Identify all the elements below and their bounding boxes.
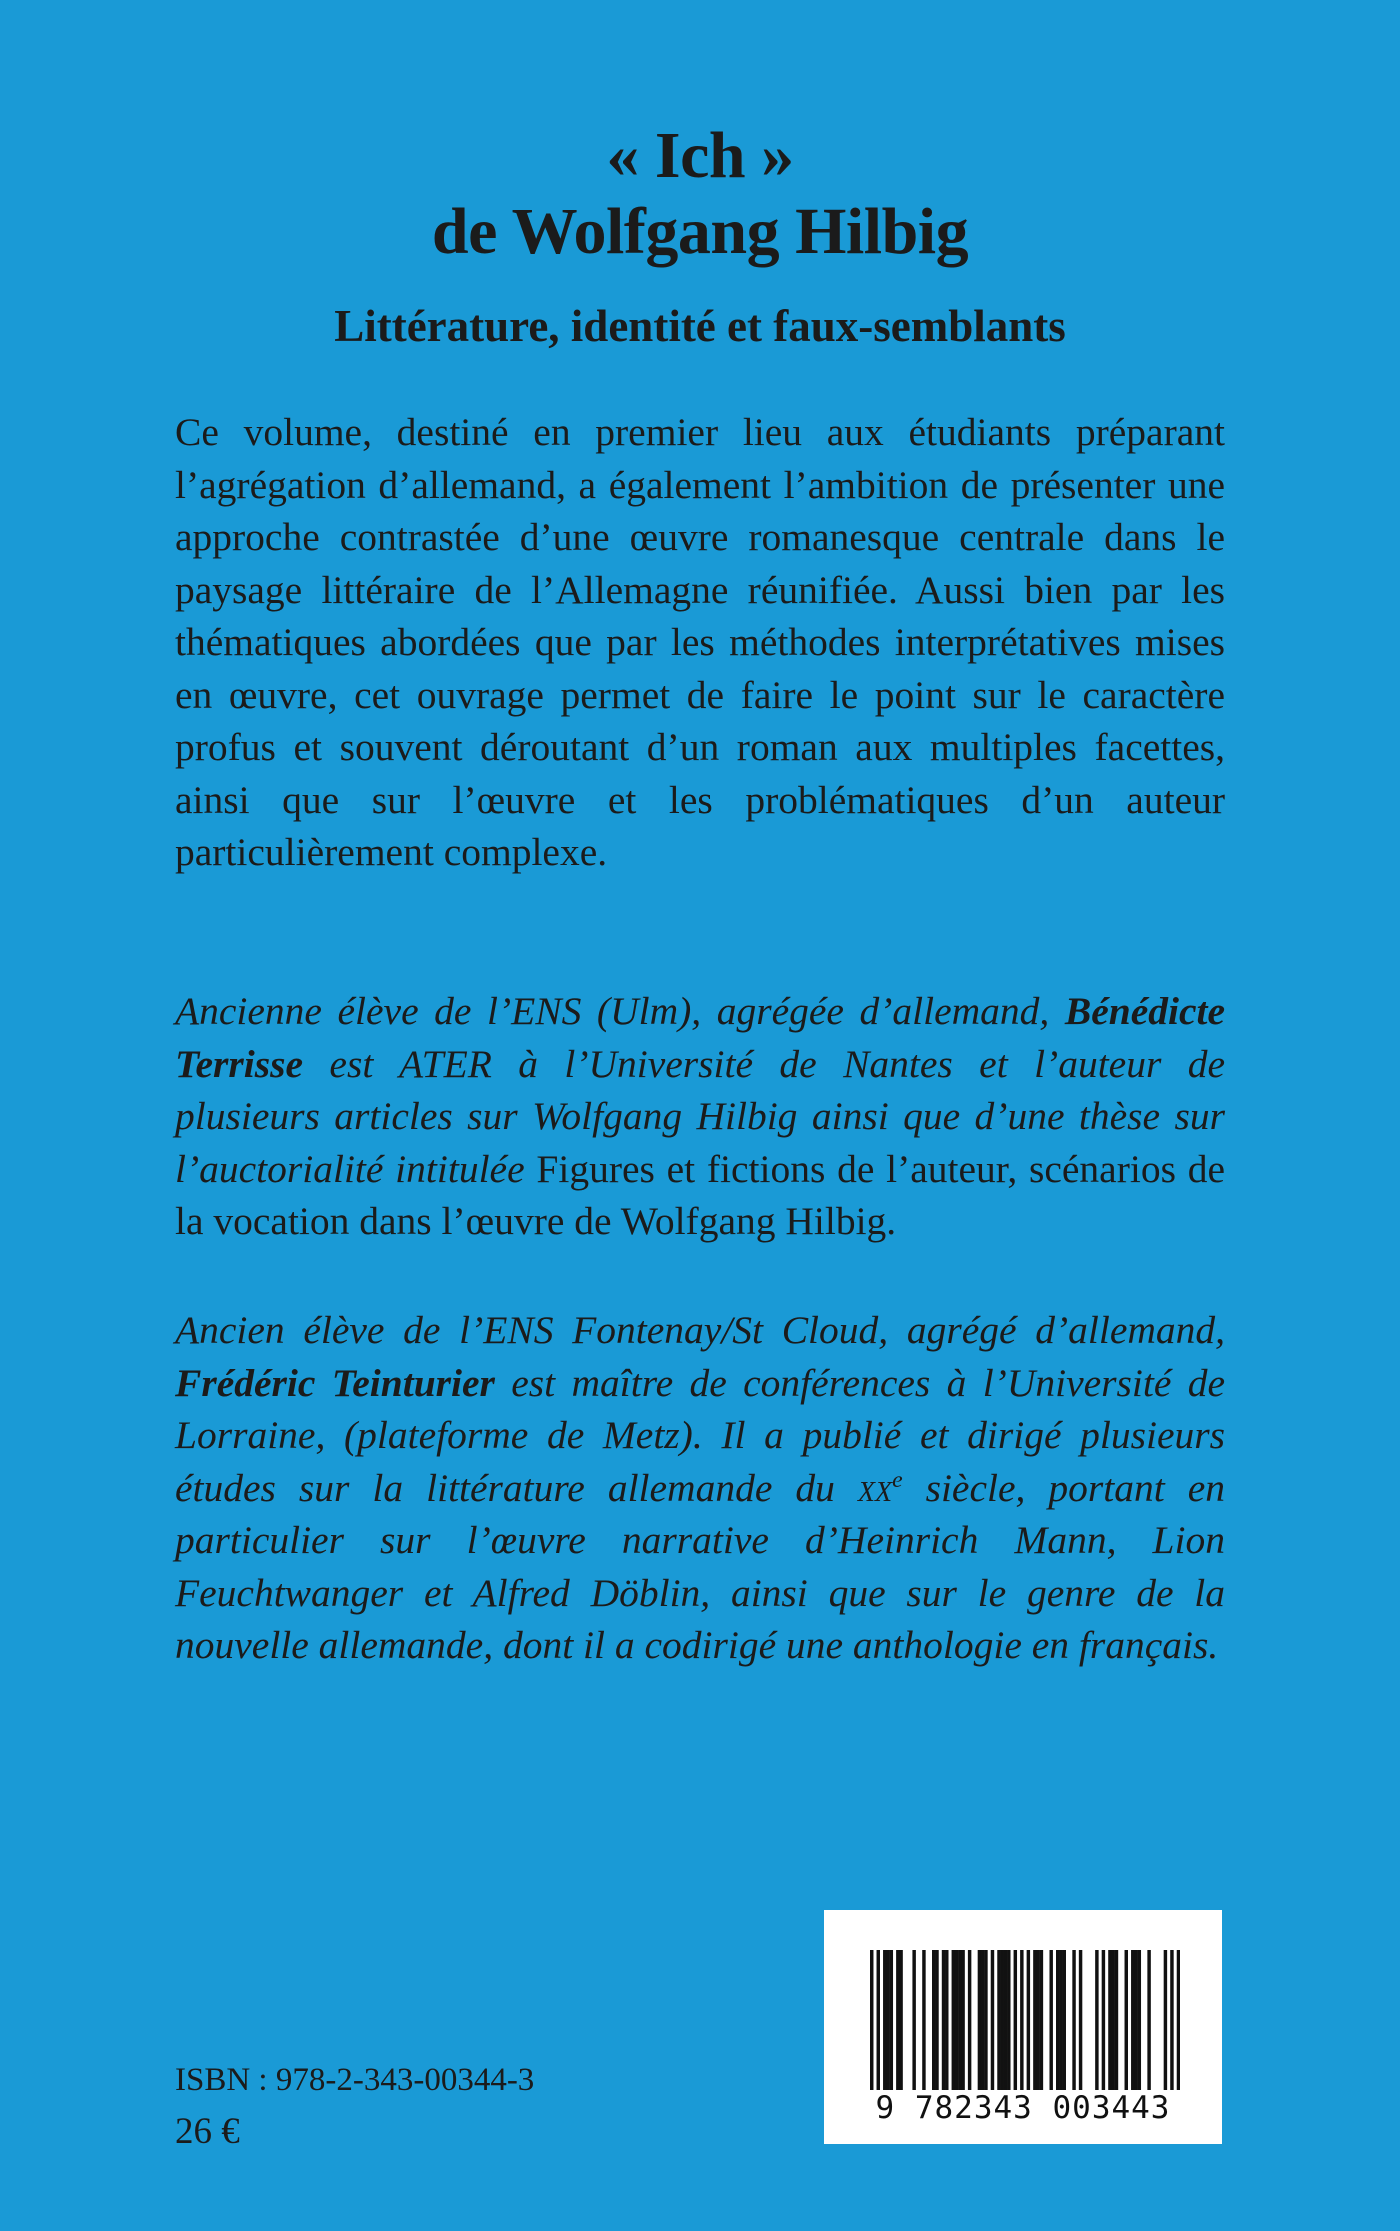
- bio-intro: Ancienne élève de l’ENS (Ulm), agrégée d’allemand,: [175, 989, 1065, 1033]
- barcode-bar: [1095, 1950, 1098, 2090]
- barcode-bar: [1007, 1950, 1010, 2090]
- barcode-bar: [1164, 1950, 1167, 2090]
- barcode-bar: [896, 1950, 899, 2090]
- barcode-bar: [968, 1950, 971, 2090]
- barcode-bar: [883, 1950, 886, 2090]
- barcode-bar: [958, 1950, 961, 2090]
- isbn: ISBN : 978-2-343-00344-3: [175, 2062, 535, 2098]
- barcode: [824, 1910, 1222, 2144]
- barcode-bar: [978, 1950, 981, 2090]
- thesis-title: Figures et fictions de l’auteur, scénarios de la vocation dans l’œuvre de Wolfgang Hilbig.: [175, 1146, 1225, 1243]
- barcode-bar: [1001, 1950, 1004, 2090]
- book-title-line-1: « Ich »: [606, 119, 794, 192]
- barcode-bar: [1134, 1950, 1137, 2090]
- barcode-bar: [935, 1950, 938, 2090]
- book-title-line-2: de Wolfgang Hilbig: [431, 195, 969, 268]
- barcode-bar: [886, 1950, 889, 2090]
- barcode-bar: [1177, 1950, 1180, 2090]
- barcode-bar: [991, 1950, 994, 2090]
- barcode-bar: [890, 1950, 893, 2090]
- barcode-bar: [1108, 1950, 1111, 2090]
- barcode-bar: [1102, 1950, 1105, 2090]
- book-subtitle: Littérature, identité et faux-semblants: [334, 301, 1066, 351]
- barcode-bar: [1125, 1950, 1128, 2090]
- book-blurb: Ce volume, destiné en premier lieu aux étudiants préparant l’agrégation d’allemand, a également l’ambition de présenter une approche contrastée d’une œuvre romanesque centrale dans le paysage littéraire de l’Allemagne réunifiée. Aussi bien par les thématiques abordées que par les méthodes interprétatives mises en œuvre, cet ouvrage permet de faire le point sur le caractère profus et souvent déroutant d’un roman aux multiples facettes, ainsi que sur l’œuvre et les problématiques d’un auteur particulièrement complexe.: [175, 410, 1225, 874]
- barcode-bar: [961, 1950, 964, 2090]
- barcode-bar: [1056, 1950, 1059, 2090]
- barcode-bar: [942, 1950, 945, 2090]
- barcode-bar: [1170, 1950, 1173, 2090]
- bio-intro: Ancien élève de l’ENS Fontenay/St Cloud, agrégé d’allemand,: [175, 1308, 1225, 1352]
- barcode-bar: [922, 1950, 925, 2090]
- barcode-bar: [1020, 1950, 1023, 2090]
- barcode-bar: [1049, 1950, 1052, 2090]
- barcode-bar: [955, 1950, 958, 2090]
- barcode-bar: [932, 1950, 935, 2090]
- barcode-bar: [1004, 1950, 1007, 2090]
- barcode-bar: [1033, 1950, 1036, 2090]
- bio-text: est maître de conférences à l’Université de Lorraine, (plateforme de Metz). Il a publié et dirigé plusieurs études sur la littérature allemande du: [175, 1360, 1225, 1510]
- bio-text-continued: siècle, portant en particulier sur l’œuvre narrative d’Heinrich Mann, Lion Feuchtwanger et Alfred Döblin, ainsi que sur le genre de la nouvelle allemande, dont il a codirigé une anthologie en français.: [175, 1465, 1225, 1667]
- author-name-teinturier: Frédéric Teinturier: [175, 1360, 495, 1405]
- barcode-bar: [1027, 1950, 1030, 2090]
- barcode-bar: [945, 1950, 948, 2090]
- barcode-bar: [1036, 1950, 1039, 2090]
- barcode-bar: [981, 1950, 984, 2090]
- author-bio-teinturier: [175, 1304, 1225, 1672]
- price: 26 €: [175, 2111, 240, 2152]
- bio-text: est ATER à l’Université de Nantes et l’auteur de plusieurs articles sur Wolfgang Hilbig ainsi que d’une thèse sur l’auctorialité intitulée: [175, 1041, 1225, 1191]
- century-numeral: xx: [857, 1465, 893, 1510]
- barcode-bar: [1059, 1950, 1062, 2090]
- barcode-bar: [1138, 1950, 1141, 2090]
- barcode-bar: [1079, 1950, 1082, 2090]
- barcode-bar: [952, 1950, 955, 2090]
- barcode-bar: [912, 1950, 915, 2090]
- barcode-bar: [1063, 1950, 1066, 2090]
- barcode-bar: [877, 1950, 880, 2090]
- title-block: [0, 118, 1400, 352]
- barcode-bar: [899, 1950, 902, 2090]
- author-bio-terrisse: [175, 985, 1225, 1248]
- barcode-bar: [997, 1950, 1000, 2090]
- barcode-bars: [870, 1950, 1180, 2090]
- barcode-bar: [1040, 1950, 1043, 2090]
- barcode-bar: [870, 1950, 873, 2090]
- barcode-bar: [1115, 1950, 1118, 2090]
- author-name-terrisse: Bénédicte Terrisse: [175, 989, 1225, 1086]
- barcode-bar: [1111, 1950, 1114, 2090]
- barcode-digits: 9 782343 003443: [875, 2090, 1171, 2126]
- barcode-bar: [1072, 1950, 1075, 2090]
- century-superscript: e: [892, 1466, 903, 1493]
- barcode-bar: [1131, 1950, 1134, 2090]
- barcode-bar: [1014, 1950, 1017, 2090]
- barcode-bar: [984, 1950, 987, 2090]
- barcode-bar: [1147, 1950, 1150, 2090]
